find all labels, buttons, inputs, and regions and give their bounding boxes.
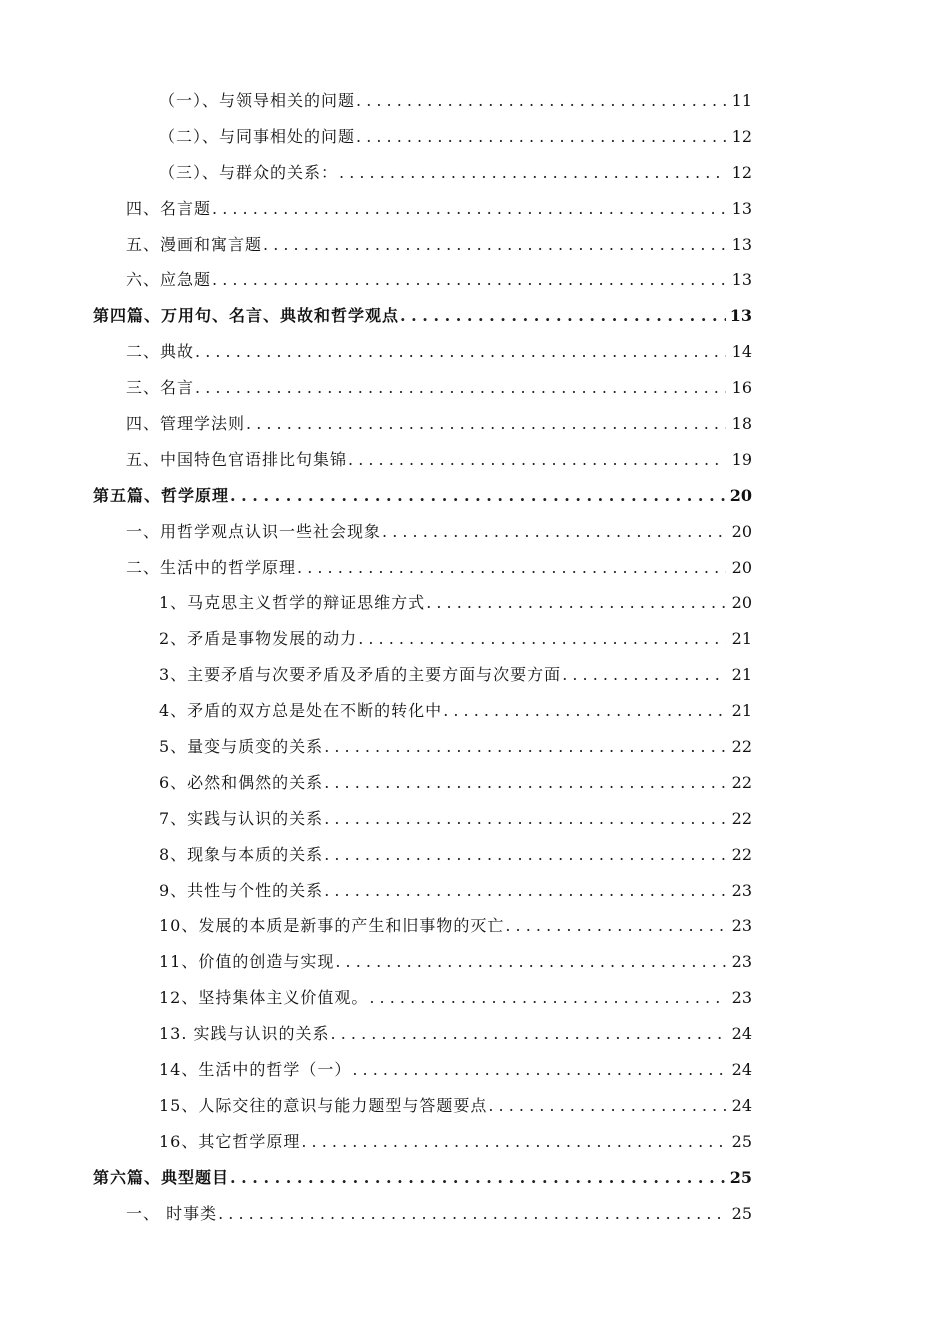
dot-leader bbox=[263, 235, 726, 255]
dot-leader bbox=[348, 450, 726, 470]
toc-entry-page-number: 22 bbox=[731, 808, 752, 828]
dot-leader bbox=[352, 1060, 726, 1080]
dot-leader bbox=[426, 593, 726, 613]
dot-leader bbox=[195, 342, 726, 362]
dot-leader bbox=[505, 916, 726, 936]
dot-leader bbox=[339, 163, 726, 183]
toc-entry[interactable] bbox=[0, 1160, 950, 1196]
toc-entry[interactable] bbox=[0, 693, 950, 729]
toc-entry-label: 10、发展的本质是新事的产生和旧事物的灭亡 bbox=[159, 916, 505, 936]
dot-leader bbox=[331, 1024, 726, 1044]
toc-entry[interactable] bbox=[0, 980, 950, 1016]
toc-entry-label: 第四篇、万用句、名言、典故和哲学观点 bbox=[93, 306, 400, 326]
toc-entry-label: 二、典故 bbox=[126, 342, 195, 362]
toc-entry[interactable] bbox=[0, 227, 950, 263]
dot-leader bbox=[356, 127, 726, 147]
toc-entry-label: 6、必然和偶然的关系 bbox=[159, 772, 324, 792]
toc-entry[interactable] bbox=[0, 729, 950, 765]
dot-leader bbox=[212, 270, 726, 290]
toc-entry-page-number: 24 bbox=[731, 1024, 752, 1044]
toc-entry-page-number: 12 bbox=[731, 126, 752, 146]
toc-entry[interactable] bbox=[0, 550, 950, 586]
dot-leader bbox=[324, 773, 726, 793]
toc-entry-page-number: 20 bbox=[731, 521, 752, 541]
toc-entry-label: 3、主要矛盾与次要矛盾及矛盾的主要方面与次要方面 bbox=[159, 665, 562, 685]
toc-entry[interactable] bbox=[0, 944, 950, 980]
toc-entry[interactable] bbox=[0, 1052, 950, 1088]
toc-entry-label: 一、 时事类 bbox=[126, 1203, 218, 1223]
toc-entry-page-number: 18 bbox=[731, 413, 752, 433]
dot-leader bbox=[443, 701, 726, 721]
toc-entry-label: 四、名言题 bbox=[126, 198, 212, 218]
toc-entry-page-number: 23 bbox=[731, 880, 752, 900]
dot-leader bbox=[324, 809, 726, 829]
dot-leader bbox=[218, 1204, 726, 1224]
toc-entry[interactable] bbox=[0, 837, 950, 873]
toc-entry[interactable] bbox=[0, 765, 950, 801]
dot-leader bbox=[324, 881, 726, 901]
toc-entry[interactable] bbox=[0, 262, 950, 298]
dot-leader bbox=[488, 1096, 726, 1116]
toc-entry-page-number: 13 bbox=[729, 306, 752, 326]
toc-entry-label: （三）、与群众的关系： bbox=[159, 162, 339, 182]
toc-entry-label: 1、马克思主义哲学的辩证思维方式 bbox=[159, 593, 426, 613]
toc-entry-page-number: 20 bbox=[731, 593, 752, 613]
toc-entry[interactable] bbox=[0, 442, 950, 478]
toc-entry-label: 5、量变与质变的关系 bbox=[159, 736, 324, 756]
toc-entry-label: 15、人际交往的意识与能力题型与答题要点 bbox=[159, 1095, 488, 1115]
toc-entry-page-number: 23 bbox=[731, 916, 752, 936]
toc-entry-page-number: 13 bbox=[731, 198, 752, 218]
toc-entry[interactable] bbox=[0, 155, 950, 191]
toc-entry[interactable] bbox=[0, 1196, 950, 1232]
toc-entry-page-number: 23 bbox=[731, 988, 752, 1008]
toc-entry-label: 二、生活中的哲学原理 bbox=[126, 557, 297, 577]
dot-leader bbox=[195, 378, 726, 398]
toc-entry[interactable] bbox=[0, 406, 950, 442]
toc-entry[interactable] bbox=[0, 621, 950, 657]
toc-entry[interactable] bbox=[0, 119, 950, 155]
toc-entry-page-number: 25 bbox=[731, 1203, 752, 1223]
toc-entry[interactable] bbox=[0, 370, 950, 406]
toc-entry-page-number: 20 bbox=[729, 485, 752, 505]
dot-leader bbox=[297, 558, 726, 578]
dot-leader bbox=[562, 665, 726, 685]
toc-entry-label: （一）、与领导相关的问题 bbox=[159, 90, 356, 110]
toc-entry-label: 13. 实践与认识的关系 bbox=[159, 1024, 330, 1044]
dot-leader bbox=[324, 737, 726, 757]
toc-entry-page-number: 13 bbox=[731, 234, 752, 254]
toc-entry-page-number: 25 bbox=[731, 1131, 752, 1151]
toc-entry-label: 第五篇、哲学原理 bbox=[93, 485, 230, 505]
toc-entry[interactable] bbox=[0, 191, 950, 227]
toc-entry[interactable] bbox=[0, 83, 950, 119]
dot-leader bbox=[246, 414, 726, 434]
toc-entry-page-number: 25 bbox=[729, 1167, 752, 1187]
toc-entry[interactable] bbox=[0, 585, 950, 621]
dot-leader bbox=[400, 306, 726, 326]
toc-entry-page-number: 19 bbox=[731, 449, 752, 469]
dot-leader bbox=[335, 952, 726, 972]
toc-entry-page-number: 22 bbox=[731, 844, 752, 864]
dot-leader bbox=[356, 91, 726, 111]
toc-entry-page-number: 12 bbox=[731, 162, 752, 182]
toc-entry-label: 六、应急题 bbox=[126, 270, 212, 290]
toc-entry[interactable] bbox=[0, 657, 950, 693]
toc-entry-page-number: 21 bbox=[731, 701, 752, 721]
toc-entry[interactable] bbox=[0, 1016, 950, 1052]
toc-entry-label: 一、用哲学观点认识一些社会现象 bbox=[126, 521, 382, 541]
toc-entry-page-number: 24 bbox=[731, 1095, 752, 1115]
toc-entry[interactable] bbox=[0, 801, 950, 837]
toc-entry-label: 12、坚持集体主义价值观。 bbox=[159, 988, 369, 1008]
toc-entry-page-number: 22 bbox=[731, 772, 752, 792]
toc-entry-page-number: 23 bbox=[731, 952, 752, 972]
dot-leader bbox=[301, 1132, 726, 1152]
toc-entry-label: 9、共性与个性的关系 bbox=[159, 880, 324, 900]
toc-entry-page-number: 21 bbox=[731, 629, 752, 649]
toc-entry-label: 8、现象与本质的关系 bbox=[159, 844, 324, 864]
toc-entry-label: 四、管理学法则 bbox=[126, 413, 246, 433]
toc-entry-label: 16、其它哲学原理 bbox=[159, 1131, 301, 1151]
dot-leader bbox=[324, 845, 726, 865]
toc-entry[interactable] bbox=[0, 298, 950, 334]
table-of-contents bbox=[0, 83, 950, 1232]
toc-entry-label: （二）、与同事相处的问题 bbox=[159, 126, 356, 146]
dot-leader bbox=[369, 988, 726, 1008]
toc-entry[interactable] bbox=[0, 334, 950, 370]
toc-entry-label: 11、价值的创造与实现 bbox=[159, 952, 335, 972]
toc-entry-label: 五、中国特色官语排比句集锦 bbox=[126, 449, 348, 469]
toc-entry[interactable] bbox=[0, 908, 950, 944]
toc-entry[interactable] bbox=[0, 478, 950, 514]
toc-entry[interactable] bbox=[0, 514, 950, 550]
toc-entry-page-number: 24 bbox=[731, 1059, 752, 1079]
toc-entry-page-number: 20 bbox=[731, 557, 752, 577]
toc-entry[interactable] bbox=[0, 873, 950, 909]
toc-entry[interactable] bbox=[0, 1124, 950, 1160]
toc-entry[interactable] bbox=[0, 1088, 950, 1124]
dot-leader bbox=[358, 629, 726, 649]
toc-entry-page-number: 16 bbox=[731, 378, 752, 398]
toc-entry-page-number: 14 bbox=[731, 342, 752, 362]
toc-entry-page-number: 13 bbox=[731, 270, 752, 290]
toc-entry-label: 7、实践与认识的关系 bbox=[159, 808, 324, 828]
dot-leader bbox=[230, 486, 726, 506]
toc-entry-label: 第六篇、典型题目 bbox=[93, 1167, 230, 1187]
toc-entry-label: 2、矛盾是事物发展的动力 bbox=[159, 629, 358, 649]
toc-entry-label: 4、矛盾的双方总是处在不断的转化中 bbox=[159, 701, 443, 721]
toc-entry-label: 14、生活中的哲学（一） bbox=[159, 1059, 352, 1079]
toc-entry-label: 五、漫画和寓言题 bbox=[126, 234, 263, 254]
toc-entry-page-number: 21 bbox=[731, 665, 752, 685]
toc-entry-label: 三、名言 bbox=[126, 378, 195, 398]
dot-leader bbox=[230, 1168, 726, 1188]
dot-leader bbox=[382, 522, 726, 542]
toc-entry-page-number: 22 bbox=[731, 736, 752, 756]
toc-entry-page-number: 11 bbox=[731, 90, 752, 110]
dot-leader bbox=[212, 199, 726, 219]
